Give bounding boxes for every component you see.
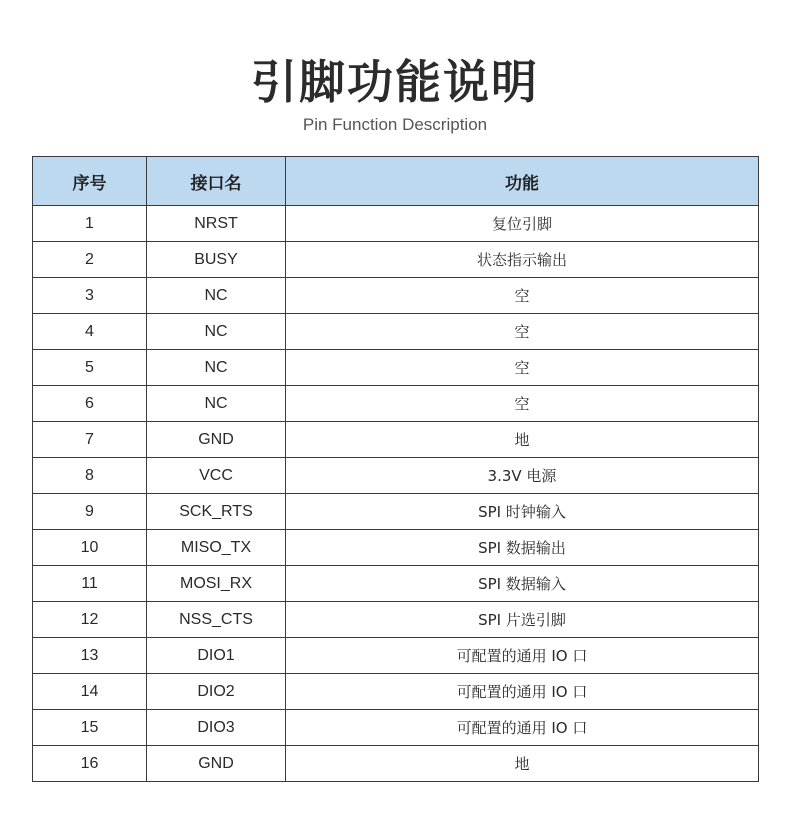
pin-index-cell: 11	[33, 566, 147, 602]
table-row	[33, 746, 759, 782]
table-body	[33, 206, 759, 782]
pin-name-cell: NC	[147, 314, 286, 350]
pin-index-cell: 6	[33, 386, 147, 422]
header-pin-name: 接口名	[147, 157, 286, 206]
table-row	[33, 530, 759, 566]
pin-index-cell: 7	[33, 422, 147, 458]
table-row	[33, 242, 759, 278]
pin-name-cell: DIO3	[147, 710, 286, 746]
pin-index-cell: 1	[33, 206, 147, 242]
header-index: 序号	[33, 157, 147, 206]
pin-name-cell: NC	[147, 386, 286, 422]
table-row	[33, 386, 759, 422]
pin-function-cell: 复位引脚	[286, 206, 759, 242]
table-row	[33, 674, 759, 710]
pin-function-cell: 地	[286, 422, 759, 458]
pin-index-cell: 15	[33, 710, 147, 746]
pin-index-cell: 8	[33, 458, 147, 494]
table-row	[33, 602, 759, 638]
table-row	[33, 710, 759, 746]
table-row	[33, 458, 759, 494]
pin-function-cell: SPI 数据输入	[286, 566, 759, 602]
pin-index-cell: 12	[33, 602, 147, 638]
pin-function-cell: 空	[286, 350, 759, 386]
pin-index-cell: 3	[33, 278, 147, 314]
pin-name-cell: MOSI_RX	[147, 566, 286, 602]
pin-index-cell: 4	[33, 314, 147, 350]
pin-function-cell: 空	[286, 278, 759, 314]
pin-function-cell: 状态指示输出	[286, 242, 759, 278]
pin-name-cell: MISO_TX	[147, 530, 286, 566]
pin-function-cell: 可配置的通用 IO 口	[286, 710, 759, 746]
table-row	[33, 314, 759, 350]
pin-index-cell: 13	[33, 638, 147, 674]
pin-function-cell: 空	[286, 386, 759, 422]
table-row	[33, 206, 759, 242]
pin-function-cell: SPI 时钟输入	[286, 494, 759, 530]
pin-name-cell: DIO1	[147, 638, 286, 674]
pin-name-cell: NC	[147, 278, 286, 314]
table-row	[33, 566, 759, 602]
page-title: 引脚功能说明	[251, 55, 539, 109]
pin-index-cell: 10	[33, 530, 147, 566]
pin-name-cell: BUSY	[147, 242, 286, 278]
pin-name-cell: NRST	[147, 206, 286, 242]
pin-name-cell: GND	[147, 422, 286, 458]
pin-function-cell: SPI 数据输出	[286, 530, 759, 566]
pin-function-cell: SPI 片选引脚	[286, 602, 759, 638]
pin-index-cell: 14	[33, 674, 147, 710]
header-function: 功能	[286, 157, 759, 206]
table-row	[33, 638, 759, 674]
pin-function-cell: 3.3V 电源	[286, 458, 759, 494]
pin-function-cell: 空	[286, 314, 759, 350]
table-row	[33, 422, 759, 458]
pin-index-cell: 16	[33, 746, 147, 782]
pin-name-cell: NC	[147, 350, 286, 386]
pin-index-cell: 2	[33, 242, 147, 278]
pin-function-cell: 可配置的通用 IO 口	[286, 674, 759, 710]
page-subtitle: Pin Function Description	[302, 115, 488, 134]
pin-name-cell: GND	[147, 746, 286, 782]
pin-index-cell: 9	[33, 494, 147, 530]
pin-function-cell: 可配置的通用 IO 口	[286, 638, 759, 674]
pin-index-cell: 5	[33, 350, 147, 386]
pin-name-cell: SCK_RTS	[147, 494, 286, 530]
table-row	[33, 350, 759, 386]
pin-name-cell: NSS_CTS	[147, 602, 286, 638]
pin-name-cell: VCC	[147, 458, 286, 494]
pin-function-cell: 地	[286, 746, 759, 782]
table-header-row	[33, 157, 759, 206]
pin-function-table	[32, 156, 759, 782]
pin-name-cell: DIO2	[147, 674, 286, 710]
table-row	[33, 494, 759, 530]
table-row	[33, 278, 759, 314]
